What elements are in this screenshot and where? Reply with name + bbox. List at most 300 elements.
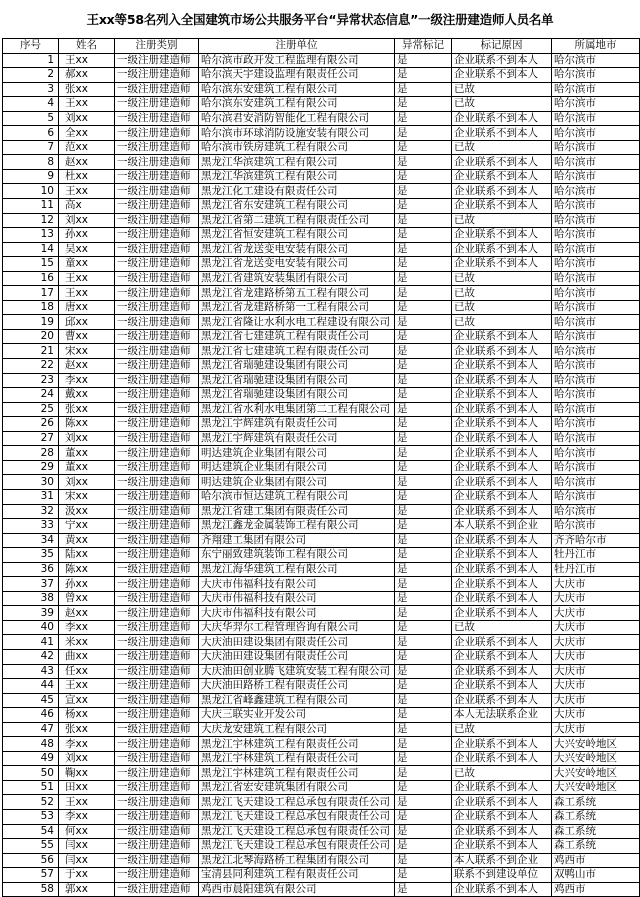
cell-unit: 黑龙江省龙送变电安装有限公司: [199, 257, 395, 272]
cell-flag: 是: [395, 839, 452, 854]
table-row: [3, 417, 640, 432]
cell-flag: 是: [395, 795, 452, 810]
cell-unit: 黑龙江省峰鑫建筑工程有限公司: [199, 693, 395, 708]
cell-type: 一级注册建造师: [115, 649, 199, 664]
cell-reason: 企业联系不到本人: [452, 329, 552, 344]
cell-name: 董xx: [59, 460, 115, 475]
cell-flag: 是: [395, 809, 452, 824]
cell-name: 宁xx: [59, 519, 115, 534]
header-reason: 标记原因: [452, 39, 552, 54]
cell-reason: 企业联系不到本人: [452, 562, 552, 577]
cell-flag: 是: [395, 53, 452, 68]
cell-name: 宋xx: [59, 344, 115, 359]
cell-seq: 31: [3, 489, 59, 504]
roster-table: [2, 38, 640, 897]
cell-type: 一级注册建造师: [115, 780, 199, 795]
cell-seq: 4: [3, 97, 59, 112]
cell-flag: 是: [395, 97, 452, 112]
cell-flag: 是: [395, 519, 452, 534]
cell-seq: 42: [3, 649, 59, 664]
cell-city: 哈尔滨市: [552, 489, 640, 504]
cell-flag: 是: [395, 548, 452, 563]
cell-seq: 14: [3, 242, 59, 257]
cell-reason: 企业联系不到本人: [452, 649, 552, 664]
table-row: [3, 577, 640, 592]
cell-flag: 是: [395, 853, 452, 868]
cell-name: 刘xx: [59, 213, 115, 228]
header-unit: 注册单位: [199, 39, 395, 54]
cell-name: 杨xx: [59, 708, 115, 723]
cell-seq: 46: [3, 708, 59, 723]
cell-flag: 是: [395, 315, 452, 330]
cell-unit: 大庆市伟福科技有限公司: [199, 591, 395, 606]
cell-city: 哈尔滨市: [552, 359, 640, 374]
table-row: [3, 68, 640, 83]
cell-type: 一级注册建造师: [115, 504, 199, 519]
cell-reason: 已故: [452, 620, 552, 635]
cell-city: 哈尔滨市: [552, 373, 640, 388]
cell-flag: 是: [395, 460, 452, 475]
cell-flag: 是: [395, 679, 452, 694]
cell-name: 于xx: [59, 868, 115, 883]
cell-type: 一级注册建造师: [115, 460, 199, 475]
cell-name: 郭xx: [59, 882, 115, 897]
cell-type: 一级注册建造师: [115, 751, 199, 766]
cell-city: 哈尔滨市: [552, 446, 640, 461]
cell-type: 一级注册建造师: [115, 606, 199, 621]
cell-seq: 37: [3, 577, 59, 592]
cell-city: 大兴安岭地区: [552, 737, 640, 752]
cell-seq: 18: [3, 300, 59, 315]
table-row: [3, 751, 640, 766]
cell-flag: 是: [395, 126, 452, 141]
table-row: [3, 620, 640, 635]
cell-unit: 黑龙江化工建设有限责任公司: [199, 184, 395, 199]
cell-type: 一级注册建造师: [115, 257, 199, 272]
cell-type: 一级注册建造师: [115, 68, 199, 83]
cell-reason: 企业联系不到本人: [452, 737, 552, 752]
cell-city: 大庆市: [552, 577, 640, 592]
cell-reason: 企业联系不到本人: [452, 882, 552, 897]
cell-flag: 是: [395, 228, 452, 243]
cell-reason: 企业联系不到本人: [452, 795, 552, 810]
cell-seq: 11: [3, 199, 59, 214]
cell-unit: 大庆华羿尔工程管理咨询有限公司: [199, 620, 395, 635]
document-title: 王xx等58名列入全国建筑市场公共服务平台“异常状态信息”一级注册建造师人员名单: [86, 12, 554, 27]
cell-type: 一级注册建造师: [115, 388, 199, 403]
cell-name: 闫xx: [59, 839, 115, 854]
cell-city: 大庆市: [552, 708, 640, 723]
table-row: [3, 184, 640, 199]
cell-type: 一级注册建造师: [115, 417, 199, 432]
table-row: [3, 591, 640, 606]
cell-city: 哈尔滨市: [552, 111, 640, 126]
cell-reason: 企业联系不到本人: [452, 751, 552, 766]
cell-city: 大兴安岭地区: [552, 751, 640, 766]
cell-flag: 是: [395, 373, 452, 388]
cell-unit: 明达建筑企业集团有限公司: [199, 446, 395, 461]
table-row: [3, 562, 640, 577]
cell-flag: 是: [395, 344, 452, 359]
table-row: [3, 809, 640, 824]
cell-seq: 44: [3, 679, 59, 694]
cell-type: 一级注册建造师: [115, 111, 199, 126]
cell-seq: 6: [3, 126, 59, 141]
cell-unit: 黑龙江省七建建筑工程有限责任公司: [199, 329, 395, 344]
cell-seq: 28: [3, 446, 59, 461]
cell-name: 邱xx: [59, 315, 115, 330]
cell-seq: 1: [3, 53, 59, 68]
cell-seq: 23: [3, 373, 59, 388]
cell-flag: 是: [395, 824, 452, 839]
table-row: [3, 649, 640, 664]
cell-type: 一级注册建造师: [115, 431, 199, 446]
cell-seq: 36: [3, 562, 59, 577]
cell-flag: 是: [395, 199, 452, 214]
cell-seq: 19: [3, 315, 59, 330]
cell-unit: 黑龙江飞天建设工程总承包有限责任公司: [199, 795, 395, 810]
cell-reason: 企业联系不到本人: [452, 839, 552, 854]
cell-city: 哈尔滨市: [552, 126, 640, 141]
cell-city: 哈尔滨市: [552, 199, 640, 214]
cell-seq: 2: [3, 68, 59, 83]
cell-seq: 51: [3, 780, 59, 795]
table-row: [3, 606, 640, 621]
table-row: [3, 504, 640, 519]
cell-flag: 是: [395, 635, 452, 650]
cell-reason: 企业联系不到本人: [452, 460, 552, 475]
cell-name: 张xx: [59, 722, 115, 737]
cell-type: 一级注册建造师: [115, 373, 199, 388]
cell-reason: 企业联系不到本人: [452, 402, 552, 417]
cell-unit: 黑龙江省瑞驰建设集团有限公司: [199, 373, 395, 388]
table-row: [3, 228, 640, 243]
cell-reason: 企业联系不到本人: [452, 635, 552, 650]
cell-flag: 是: [395, 620, 452, 635]
table-row: [3, 199, 640, 214]
cell-seq: 33: [3, 519, 59, 534]
cell-city: 哈尔滨市: [552, 329, 640, 344]
cell-reason: 企业联系不到本人: [452, 489, 552, 504]
cell-seq: 29: [3, 460, 59, 475]
cell-type: 一级注册建造师: [115, 329, 199, 344]
cell-flag: 是: [395, 213, 452, 228]
cell-type: 一级注册建造师: [115, 737, 199, 752]
table-header-row: [3, 39, 640, 54]
cell-reason: 企业联系不到本人: [452, 504, 552, 519]
cell-city: 森工系统: [552, 809, 640, 824]
cell-reason: 已故: [452, 300, 552, 315]
cell-seq: 22: [3, 359, 59, 374]
table-row: [3, 359, 640, 374]
cell-city: 哈尔滨市: [552, 68, 640, 83]
cell-flag: 是: [395, 242, 452, 257]
table-row: [3, 519, 640, 534]
table-row: [3, 97, 640, 112]
cell-unit: 大庆油田建设集团有限责任公司: [199, 635, 395, 650]
table-row: [3, 213, 640, 228]
cell-reason: 企业联系不到本人: [452, 169, 552, 184]
cell-unit: 黑龙江华滨建筑工程有限公司: [199, 155, 395, 170]
cell-name: 曾xx: [59, 591, 115, 606]
cell-type: 一级注册建造师: [115, 97, 199, 112]
cell-city: 大兴安岭地区: [552, 766, 640, 781]
cell-type: 一级注册建造师: [115, 199, 199, 214]
cell-flag: 是: [395, 155, 452, 170]
cell-flag: 是: [395, 169, 452, 184]
cell-type: 一级注册建造师: [115, 300, 199, 315]
cell-city: 大庆市: [552, 679, 640, 694]
cell-unit: 黑龙江宇林建筑工程有限责任公司: [199, 766, 395, 781]
table-row: [3, 664, 640, 679]
cell-unit: 齐翔建工集团有限公司: [199, 533, 395, 548]
cell-unit: 黑龙江飞天建设工程总承包有限责任公司: [199, 839, 395, 854]
cell-reason: 已故: [452, 286, 552, 301]
cell-unit: 哈尔滨天宇建设监理有限责任公司: [199, 68, 395, 83]
cell-seq: 55: [3, 839, 59, 854]
cell-seq: 3: [3, 82, 59, 97]
cell-name: 吴xx: [59, 242, 115, 257]
cell-flag: 是: [395, 184, 452, 199]
cell-seq: 24: [3, 388, 59, 403]
cell-type: 一级注册建造师: [115, 766, 199, 781]
cell-reason: 企业联系不到本人: [452, 373, 552, 388]
cell-name: 米xx: [59, 635, 115, 650]
cell-flag: 是: [395, 286, 452, 301]
cell-flag: 是: [395, 504, 452, 519]
cell-name: 曲xx: [59, 649, 115, 664]
table-row: [3, 489, 640, 504]
cell-unit: 哈尔滨市铁房建筑工程有限公司: [199, 140, 395, 155]
cell-reason: 企业联系不到本人: [452, 111, 552, 126]
cell-city: 哈尔滨市: [552, 169, 640, 184]
cell-flag: 是: [395, 140, 452, 155]
cell-type: 一级注册建造师: [115, 475, 199, 490]
cell-name: 刘xx: [59, 431, 115, 446]
cell-type: 一级注册建造师: [115, 126, 199, 141]
cell-name: 董xx: [59, 446, 115, 461]
cell-seq: 35: [3, 548, 59, 563]
cell-city: 哈尔滨市: [552, 300, 640, 315]
cell-reason: 企业联系不到本人: [452, 184, 552, 199]
cell-reason: 企业联系不到本人: [452, 591, 552, 606]
cell-reason: 企业联系不到本人: [452, 228, 552, 243]
table-row: [3, 460, 640, 475]
cell-type: 一级注册建造师: [115, 562, 199, 577]
cell-unit: 东宁丽致建筑装饰工程有限公司: [199, 548, 395, 563]
cell-type: 一级注册建造师: [115, 315, 199, 330]
cell-flag: 是: [395, 68, 452, 83]
cell-type: 一级注册建造师: [115, 591, 199, 606]
cell-city: 牡丹江市: [552, 548, 640, 563]
cell-type: 一级注册建造师: [115, 184, 199, 199]
cell-type: 一级注册建造师: [115, 242, 199, 257]
table-row: [3, 780, 640, 795]
table-row: [3, 140, 640, 155]
cell-flag: 是: [395, 722, 452, 737]
cell-unit: 黑龙江宇辉建筑有限责任公司: [199, 431, 395, 446]
cell-reason: 企业联系不到本人: [452, 431, 552, 446]
table-row: [3, 839, 640, 854]
table-row: [3, 882, 640, 897]
table-row: [3, 824, 640, 839]
cell-flag: 是: [395, 111, 452, 126]
cell-type: 一级注册建造师: [115, 228, 199, 243]
cell-flag: 是: [395, 300, 452, 315]
cell-name: 全xx: [59, 126, 115, 141]
cell-reason: 企业联系不到本人: [452, 126, 552, 141]
cell-city: 森工系统: [552, 795, 640, 810]
cell-name: 张xx: [59, 402, 115, 417]
table-row: [3, 257, 640, 272]
cell-city: 大庆市: [552, 635, 640, 650]
cell-type: 一级注册建造师: [115, 213, 199, 228]
cell-type: 一级注册建造师: [115, 548, 199, 563]
cell-unit: 哈尔滨市恒达建筑工程有限公司: [199, 489, 395, 504]
cell-seq: 58: [3, 882, 59, 897]
cell-flag: 是: [395, 882, 452, 897]
cell-name: 张xx: [59, 82, 115, 97]
cell-city: 哈尔滨市: [552, 286, 640, 301]
table-row: [3, 722, 640, 737]
cell-city: 哈尔滨市: [552, 388, 640, 403]
cell-name: 王xx: [59, 184, 115, 199]
cell-name: 李xx: [59, 373, 115, 388]
cell-unit: 黑龙江省第二建筑工程有限责任公司: [199, 213, 395, 228]
cell-seq: 39: [3, 606, 59, 621]
cell-type: 一级注册建造师: [115, 868, 199, 883]
cell-reason: 本人联系不到企业: [452, 519, 552, 534]
cell-unit: 明达建筑企业集团有限公司: [199, 475, 395, 490]
cell-flag: 是: [395, 431, 452, 446]
cell-reason: 企业联系不到本人: [452, 359, 552, 374]
cell-reason: 企业联系不到本人: [452, 53, 552, 68]
cell-type: 一级注册建造师: [115, 446, 199, 461]
cell-seq: 43: [3, 664, 59, 679]
cell-reason: 已故: [452, 766, 552, 781]
cell-seq: 38: [3, 591, 59, 606]
cell-type: 一级注册建造师: [115, 82, 199, 97]
cell-city: 哈尔滨市: [552, 228, 640, 243]
cell-type: 一级注册建造师: [115, 664, 199, 679]
cell-city: 哈尔滨市: [552, 475, 640, 490]
cell-city: 哈尔滨市: [552, 460, 640, 475]
cell-unit: 黑龙江宇辉建筑有限责任公司: [199, 417, 395, 432]
cell-flag: 是: [395, 489, 452, 504]
cell-unit: 宝清县同利建筑工程有限责任公司: [199, 868, 395, 883]
table-row: [3, 388, 640, 403]
cell-reason: 企业联系不到本人: [452, 606, 552, 621]
cell-reason: 企业联系不到本人: [452, 446, 552, 461]
cell-name: 杜xx: [59, 169, 115, 184]
cell-flag: 是: [395, 82, 452, 97]
cell-reason: 企业联系不到本人: [452, 693, 552, 708]
cell-type: 一级注册建造师: [115, 155, 199, 170]
cell-flag: 是: [395, 417, 452, 432]
cell-unit: 黑龙江省龙送变电安装有限公司: [199, 242, 395, 257]
cell-name: 汲xx: [59, 504, 115, 519]
cell-name: 童xx: [59, 257, 115, 272]
cell-name: 王xx: [59, 795, 115, 810]
cell-seq: 41: [3, 635, 59, 650]
cell-unit: 哈尔滨市环球消防设施安装有限公司: [199, 126, 395, 141]
table-row: [3, 155, 640, 170]
cell-type: 一级注册建造师: [115, 533, 199, 548]
header-seq: 序号: [3, 39, 59, 54]
table-row: [3, 373, 640, 388]
cell-name: 范xx: [59, 140, 115, 155]
cell-flag: 是: [395, 751, 452, 766]
cell-city: 哈尔滨市: [552, 402, 640, 417]
cell-city: 哈尔滨市: [552, 82, 640, 97]
cell-city: 哈尔滨市: [552, 213, 640, 228]
cell-flag: 是: [395, 737, 452, 752]
cell-unit: 黑龙江省瑞驰建设集团有限公司: [199, 388, 395, 403]
cell-name: 赵xx: [59, 155, 115, 170]
cell-seq: 7: [3, 140, 59, 155]
cell-flag: 是: [395, 359, 452, 374]
cell-unit: 大庆市伟福科技有限公司: [199, 577, 395, 592]
cell-unit: 黑龙江省隆让水利水电工程建设有限公司: [199, 315, 395, 330]
cell-name: 陈xx: [59, 562, 115, 577]
cell-unit: 黑龙江鑫龙金属装饰工程有限公司: [199, 519, 395, 534]
cell-flag: 是: [395, 649, 452, 664]
cell-seq: 54: [3, 824, 59, 839]
cell-reason: 已故: [452, 97, 552, 112]
cell-type: 一级注册建造师: [115, 635, 199, 650]
cell-flag: 是: [395, 562, 452, 577]
cell-city: 大庆市: [552, 664, 640, 679]
cell-flag: 是: [395, 664, 452, 679]
cell-flag: 是: [395, 475, 452, 490]
cell-city: 哈尔滨市: [552, 140, 640, 155]
cell-reason: 企业联系不到本人: [452, 824, 552, 839]
cell-type: 一级注册建造师: [115, 140, 199, 155]
cell-name: 陈xx: [59, 417, 115, 432]
cell-reason: 已故: [452, 213, 552, 228]
cell-seq: 9: [3, 169, 59, 184]
cell-unit: 哈尔滨东安建筑工程有限公司: [199, 82, 395, 97]
cell-name: 孙xx: [59, 228, 115, 243]
header-flag: 异常标记: [395, 39, 452, 54]
cell-name: 唐xx: [59, 300, 115, 315]
cell-reason: 企业联系不到本人: [452, 155, 552, 170]
cell-flag: 是: [395, 591, 452, 606]
cell-type: 一级注册建造师: [115, 708, 199, 723]
cell-unit: 黑龙江省东安建筑工程有限公司: [199, 199, 395, 214]
cell-name: 王xx: [59, 53, 115, 68]
cell-type: 一级注册建造师: [115, 809, 199, 824]
cell-city: 哈尔滨市: [552, 257, 640, 272]
cell-name: 戴xx: [59, 388, 115, 403]
cell-seq: 20: [3, 329, 59, 344]
cell-flag: 是: [395, 388, 452, 403]
cell-unit: 黑龙江省七建建筑工程有限责任公司: [199, 344, 395, 359]
table-row: [3, 315, 640, 330]
cell-type: 一级注册建造师: [115, 839, 199, 854]
header-type: 注册类别: [115, 39, 199, 54]
table-row: [3, 868, 640, 883]
cell-reason: 已故: [452, 82, 552, 97]
cell-flag: 是: [395, 533, 452, 548]
cell-seq: 45: [3, 693, 59, 708]
cell-unit: 黑龙江宇林建筑工程有限责任公司: [199, 737, 395, 752]
cell-city: 哈尔滨市: [552, 431, 640, 446]
cell-seq: 57: [3, 868, 59, 883]
cell-unit: 黑龙江华滨建筑工程有限公司: [199, 169, 395, 184]
cell-flag: 是: [395, 271, 452, 286]
cell-seq: 8: [3, 155, 59, 170]
